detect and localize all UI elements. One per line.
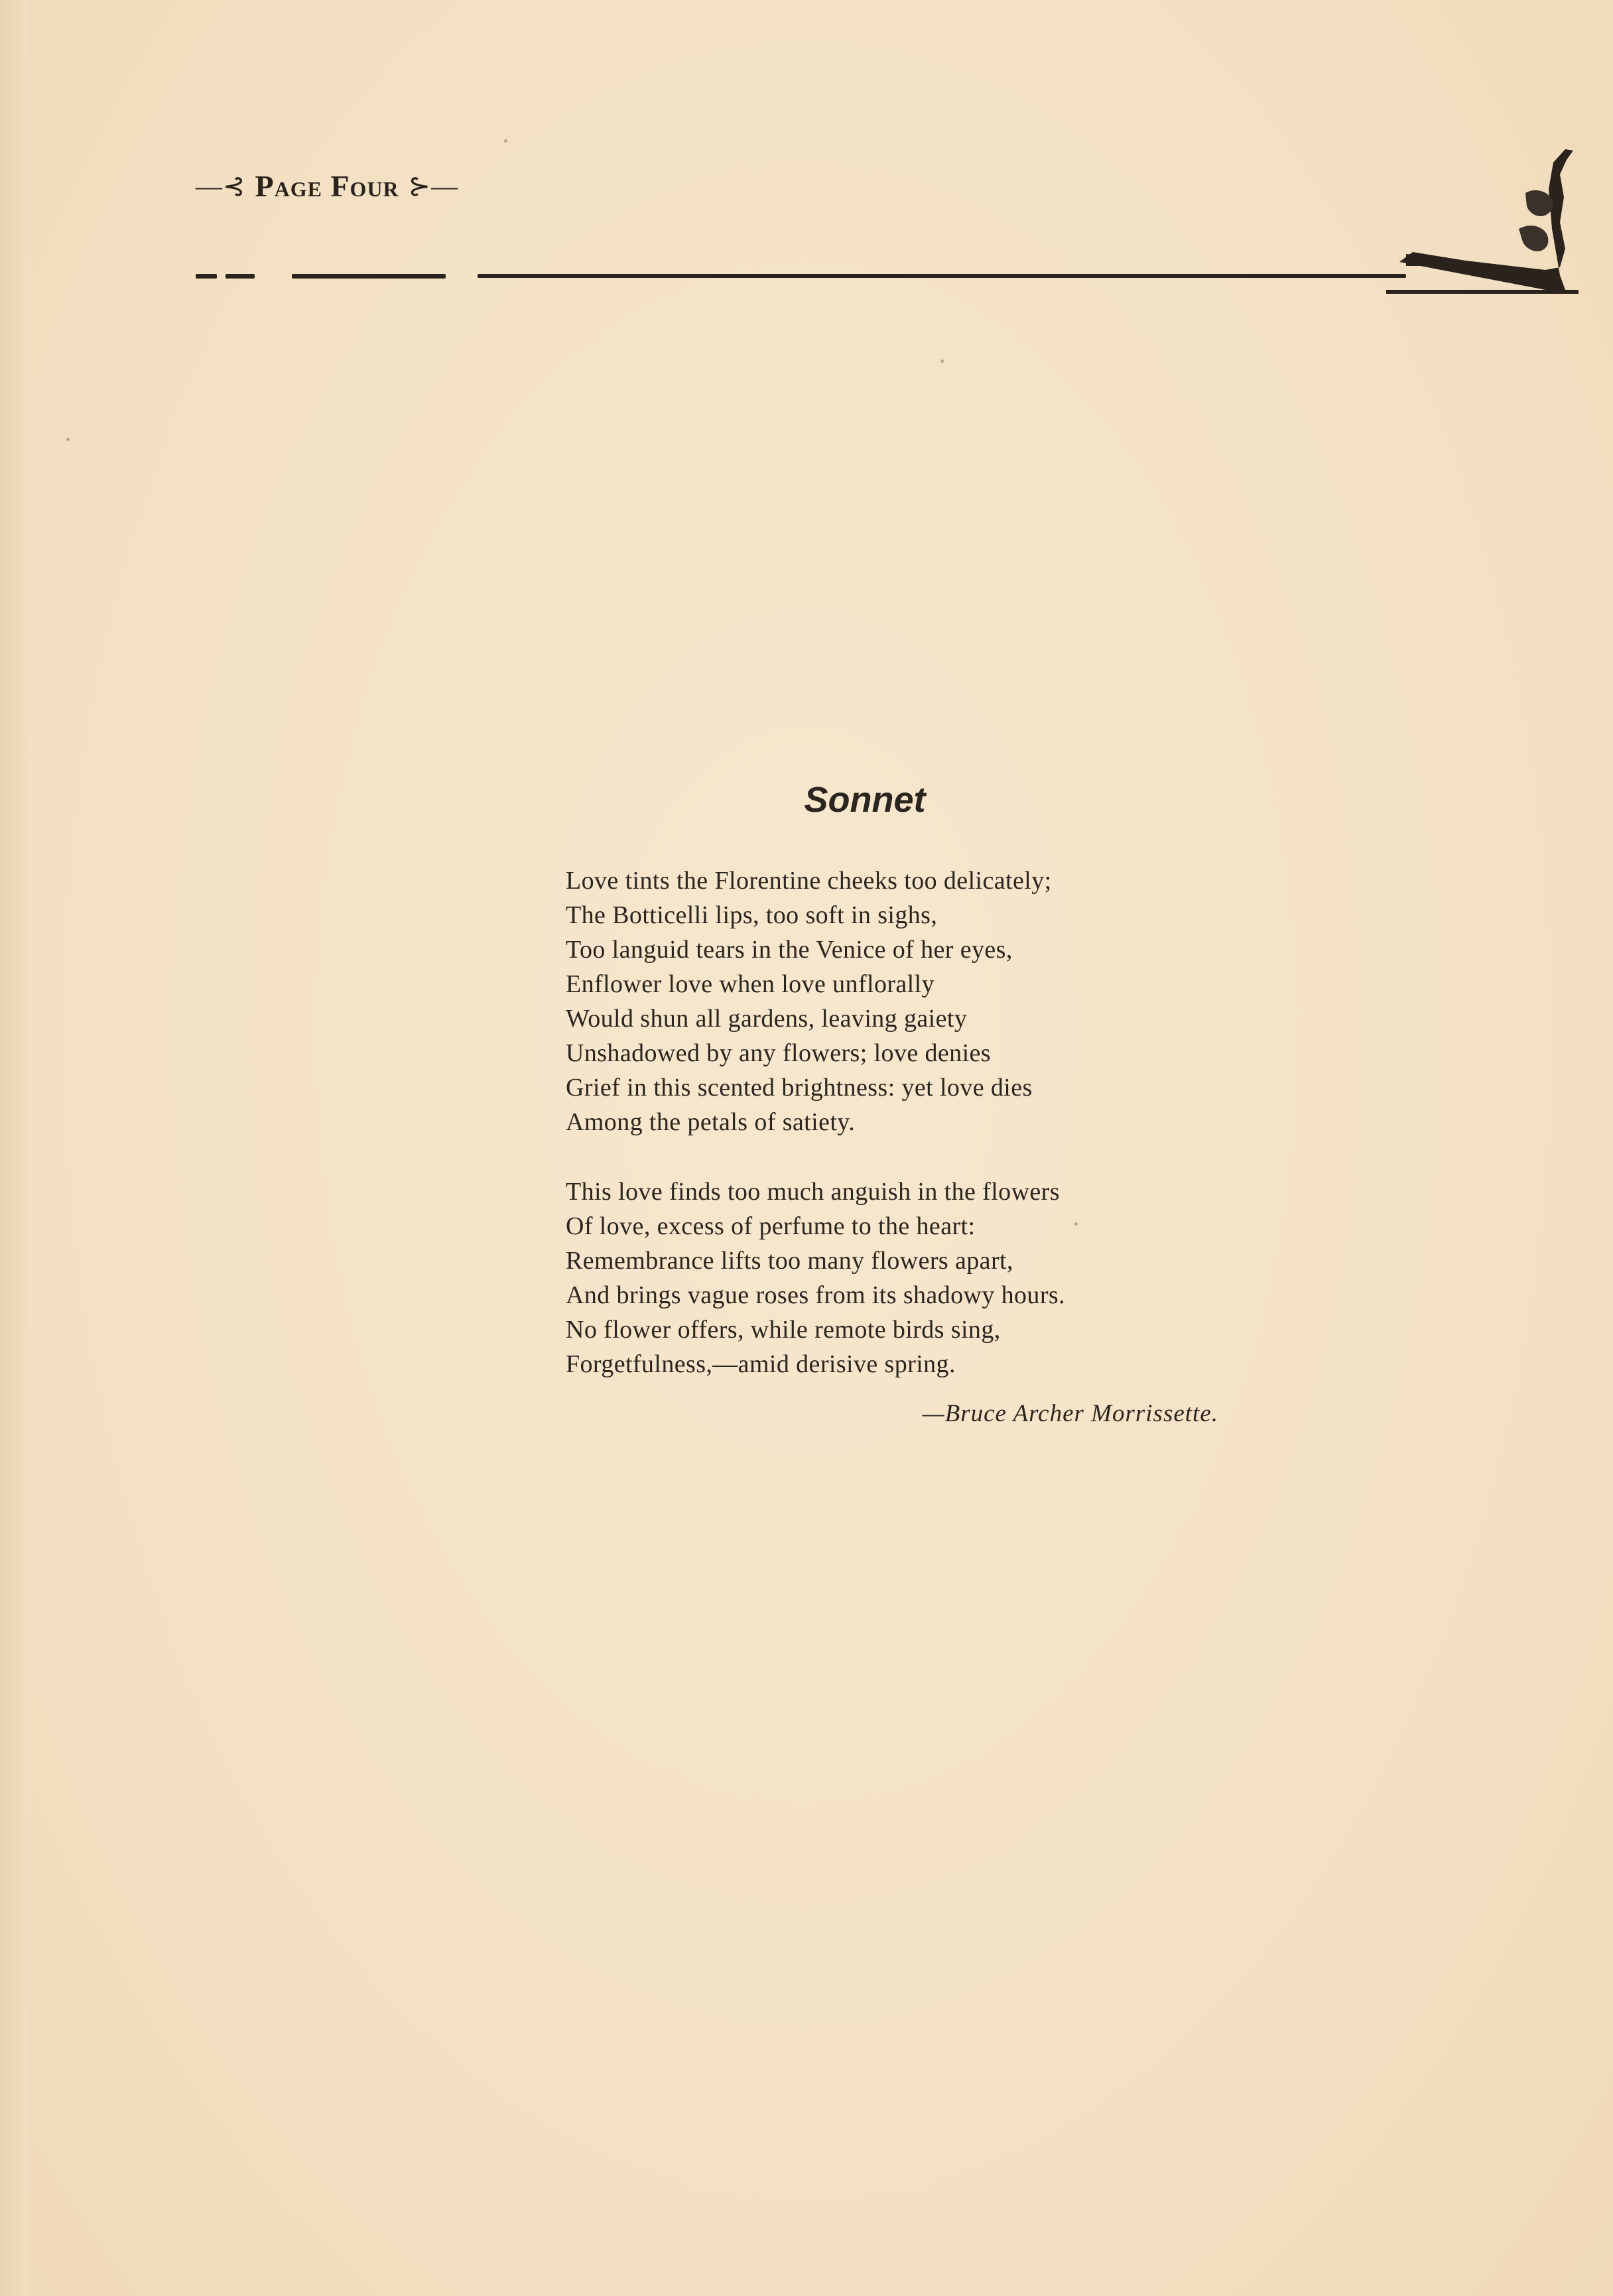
poem-attribution: —Bruce Archer Morrissette.: [922, 1400, 1218, 1427]
poem-line: Remembrance lifts too many flowers apart,: [566, 1247, 1013, 1275]
paper-speck: [940, 359, 944, 363]
header-rule-dash: [226, 274, 255, 279]
header-ornament-left: —⊰: [196, 170, 246, 201]
poem-line: Grief in this scented brightness: yet love dies: [566, 1074, 1033, 1102]
header-rule-dash: [292, 274, 446, 279]
decorative-figure-icon: [1386, 136, 1579, 295]
poem-line: Forgetfulness,—amid derisive spring.: [566, 1350, 956, 1378]
running-title: Page Four: [255, 168, 399, 203]
poem-stanza-1: [566, 863, 1052, 1139]
poem-line: Of love, excess of perfume to the heart:: [566, 1212, 976, 1240]
poem-stanza-2: [566, 1175, 1065, 1381]
header-rule-line: [478, 274, 1406, 278]
poem-line: Unshadowed by any flowers; love denies: [566, 1039, 991, 1067]
paper-speck: [1074, 1222, 1078, 1226]
poem-line: And brings vague roses from its shadowy hours.: [566, 1281, 1065, 1309]
poem-line: Among the petals of satiety.: [566, 1108, 856, 1136]
poem-line: No flower offers, while remote birds sing,: [566, 1316, 1001, 1344]
poem-line: Love tints the Florentine cheeks too delicately;: [566, 867, 1052, 895]
poem-line: Enflower love when love unflorally: [566, 970, 935, 998]
header-ornament-right: ⊱—: [408, 170, 459, 201]
poem-line: The Botticelli lips, too soft in sighs,: [566, 901, 938, 929]
header-rule-dash: [196, 274, 217, 279]
paper-speck: [66, 438, 70, 441]
poem-title: Sonnet: [804, 780, 926, 820]
running-header: [196, 164, 458, 207]
paper-speck: [504, 139, 507, 143]
page-binding-edge: [0, 0, 28, 2296]
poem-line: Would shun all gardens, leaving gaiety: [566, 1005, 968, 1033]
poem-line: Too languid tears in the Venice of her eyes,: [566, 936, 1013, 964]
poem-line: This love finds too much anguish in the flowers: [566, 1178, 1060, 1206]
